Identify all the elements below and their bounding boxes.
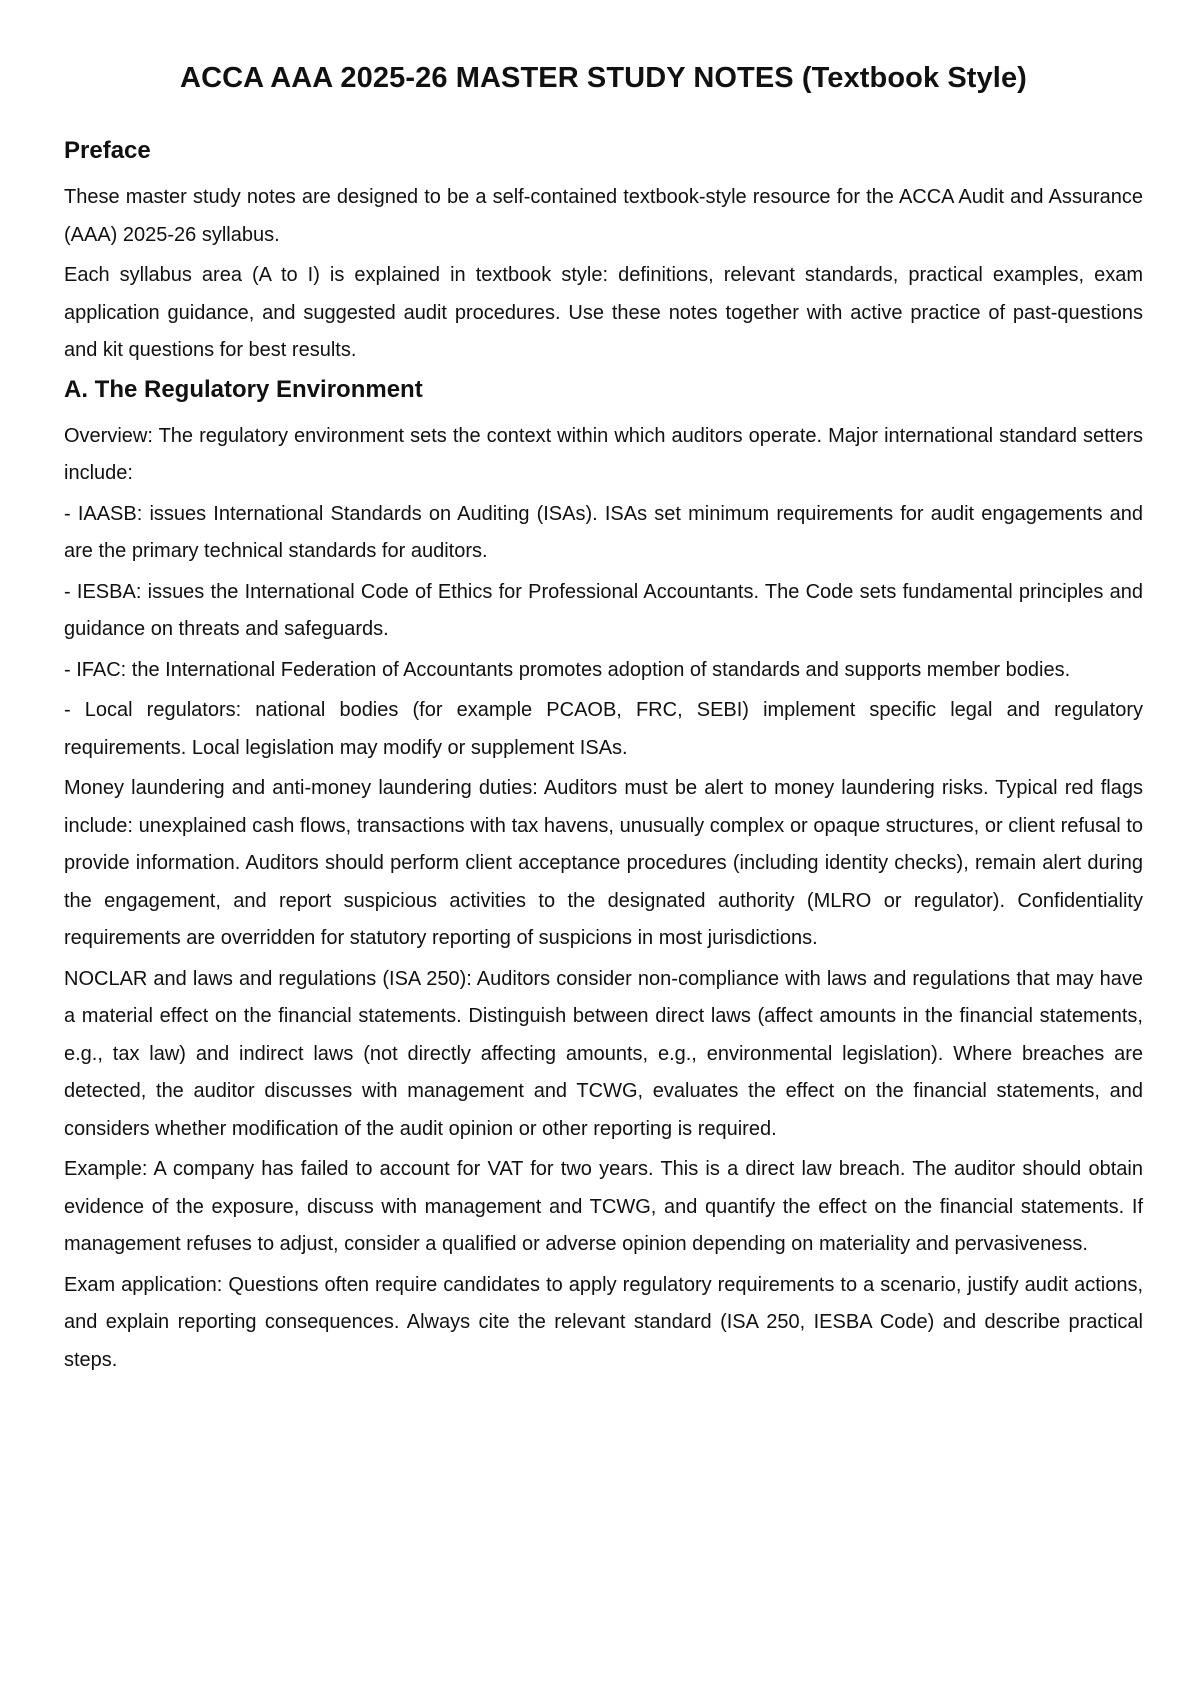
document-title: ACCA AAA 2025-26 MASTER STUDY NOTES (Textbook Style) xyxy=(180,62,1027,94)
iesba-bullet: - IESBA: issues the International Code of Ethics for Professional Accountants. The Code sets fundamental principles and guidance on threats and safeguards. xyxy=(64,580,1143,640)
noclar-paragraph: NOCLAR and laws and regulations (ISA 250): Auditors consider non-compliance with laws and regulations that may have a material effect on the financial statements. Distinguish between direct laws (affect amounts in the financial statements, e.g., tax law) and indirect laws (not directly affecting amounts, e.g., environmental legislation). Where breaches are detected, the auditor discusses with management and TCWG, evaluates the effect on the financial statements, and considers whether modification of the audit opinion or other reporting is required. xyxy=(64,967,1143,1140)
preface-paragraph: Each syllabus area (A to I) is explained in textbook style: definitions, relevant standards, practical examples, exam application guidance, and suggested audit procedures. Use these notes together with active practice of past-questions and kit questions for best results. xyxy=(64,264,1143,361)
section-a-regulatory-environment xyxy=(64,376,1143,1380)
preface-section xyxy=(64,137,1143,370)
overview-paragraph: Overview: The regulatory environment sets the context within which auditors operate. Major international standard setters include: xyxy=(64,424,1143,484)
ifac-bullet: - IFAC: the International Federation of Accountants promotes adoption of standards and supports member bodies. xyxy=(64,658,1071,681)
preface-paragraph: These master study notes are designed to be a self-contained textbook-style resource for the ACCA Audit and Assurance (AAA) 2025-26 syllabus. xyxy=(64,186,1143,246)
money-laundering-paragraph: Money laundering and anti-money laundering duties: Auditors must be alert to money laundering risks. Typical red flags include: unexplained cash flows, transactions with tax havens, unusually complex or opaque structures, or client refusal to provide information. Auditors should perform client acceptance procedures (including identity checks), remain alert during the engagement, and report suspicious activities to the designated authority (MLRO or regulator). Confidentiality requirements are overridden for statutory reporting of suspicions in most jurisdictions. xyxy=(64,777,1143,949)
example-paragraph: Example: A company has failed to account for VAT for two years. This is a direct law breach. The auditor should obtain evidence of the exposure, discuss with management and TCWG, and quantify the effect on the financial statements. If management refuses to adjust, consider a qualified or adverse opinion depending on materiality and pervasiveness. xyxy=(64,1158,1143,1255)
preface-heading: Preface xyxy=(64,137,151,164)
iaasb-bullet: - IAASB: issues International Standards on Auditing (ISAs). ISAs set minimum requirements for audit engagements and are the primary technical standards for auditors. xyxy=(64,502,1143,562)
exam-application-paragraph: Exam application: Questions often require candidates to apply regulatory requirements to a scenario, justify audit actions, and explain reporting consequences. Always cite the relevant standard (ISA 250, IESBA Code) and describe practical steps. xyxy=(64,1273,1143,1371)
local-regulators-bullet: - Local regulators: national bodies (for example PCAOB, FRC, SEBI) implement specific legal and regulatory requirements. Local legislation may modify or supplement ISAs. xyxy=(64,699,1143,759)
section-a-heading: A. The Regulatory Environment xyxy=(64,375,423,403)
